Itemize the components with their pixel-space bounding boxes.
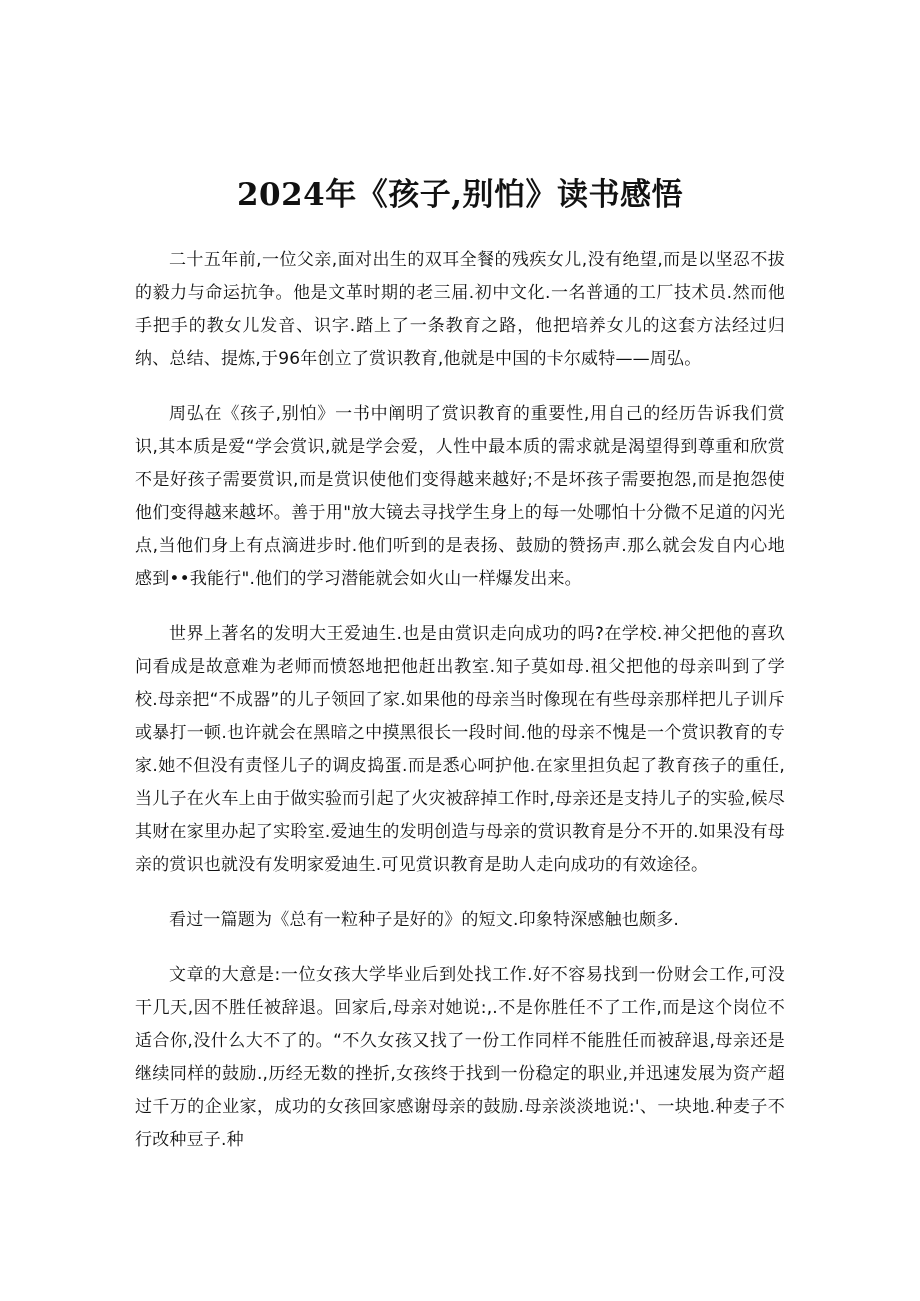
document-body [135, 244, 785, 1179]
paragraph: 二十五年前,一位父亲,面对出生的双耳全餐的残疾女儿,没有绝望,而是以坚忍不拔的毅力与命运抗争。他是文革时期的老三届.初中文化.一名普通的工厂技术员.然而他手把手的教女儿发音、识字.踏上了一条教育之路，他把培养女儿的这套方法经过归纳、总结、提炼,于96年创立了赏识教育,他就是中国的卡尔威特——周弘。 [135, 250, 785, 369]
paragraph: 文章的大意是:一位女孩大学毕业后到处找工作.好不容易找到一份财会工作,可没干几天,因不胜任被辞退。回家后,母亲对她说:,.不是你胜任不了工作,而是这个岗位不适合你,没什么大不了的。“不久女孩又找了一份工作同样不能胜任而被辞退,母亲还是继续同样的鼓励.,历经无数的挫折,女孩终于找到一份稳定的职业,并迅速发展为资产超过千万的企业家，成功的女孩回家感谢母亲的鼓励.母亲淡淡地说:'、一块地.种麦子不行改种豆子.种 [135, 965, 785, 1150]
paragraph: 看过一篇题为《总有一粒种子是好的》的短文.印象特深感触也颇多. [169, 910, 680, 930]
paragraph: 周弘在《孩子,别怕》一书中阐明了赏识教育的重要性,用自己的经历告诉我们赏识,其本质是爱“学会赏识,就是学会爱，人性中最本质的需求就是渴望得到尊重和欣赏不是好孩子需要赏识,而是赏识使他们变得越来越好;不是坏孩子需要抱怨,而是抱怨使他们变得越来越坏。善于用"放大镜去寻找学生身上的每一处哪怕十分微不足道的闪光点,当他们身上有点滴进步时.他们听到的是表扬、鼓励的赞扬声.那么就会发自内心地感到••我能行".他们的学习潜能就会如火山一样爆发出来。 [135, 404, 785, 589]
document-title: 2024年《孩子,别怕》读书感悟 [236, 177, 684, 213]
paragraph: 世界上著名的发明大王爱迪生.也是由赏识走向成功的吗?在学校.神父把他的喜玖问看成是故意难为老师而愤怒地把他赶出教室.知子莫如母.祖父把他的母亲叫到了学校.母亲把“不成器”的儿子领回了家.如果他的母亲当时像现在有些母亲那样把儿子训斥或暴打一顿.也许就会在黑暗之中摸黑很长一段时间.他的母亲不愧是一个赏识教育的专家.她不但没有责怪儿子的调皮捣蛋.而是悉心呵护他.在家里担负起了教育孩子的重任,当儿子在火车上由于做实验而引起了火灾被辞掉工作时,母亲还是支持儿子的实验,候尽其财在家里办起了实聆室.爱迪生的发明创造与母亲的赏识教育是分不开的.如果没有母亲的赏识也就没有发明家爱迪生.可见赏识教育是助人走向成功的有效途径。 [135, 624, 785, 875]
